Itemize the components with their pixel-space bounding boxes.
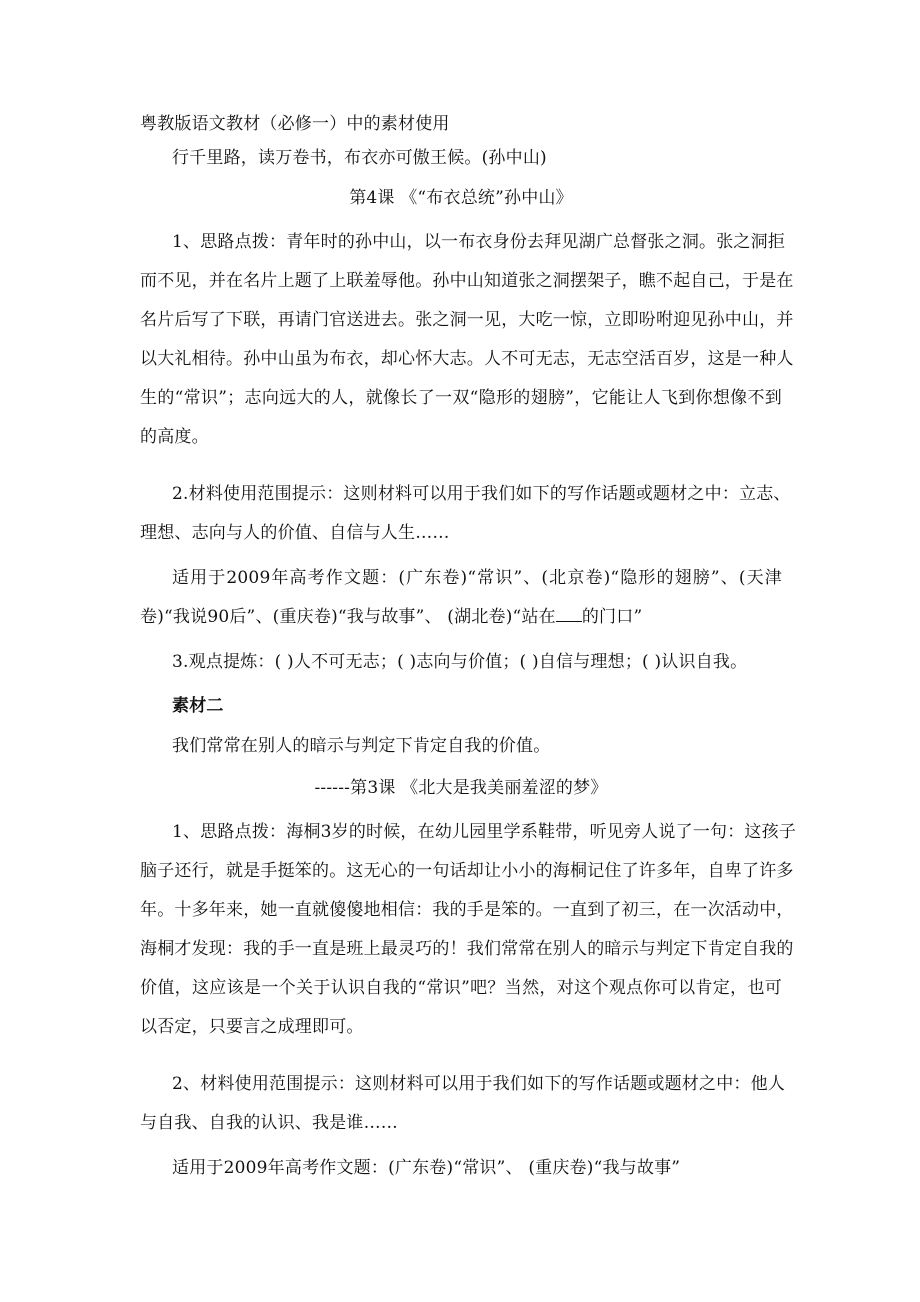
document-title: 粤教版语文教材（必修一）中的素材使用 <box>140 114 450 134</box>
m2-p2-line-1: 2、材料使用范围提示：这则材料可以用于我们如下的写作话题或题材之中：他人 <box>172 1074 786 1094</box>
m2-exam-topics: 适用于2009年高考作文题：(广东卷)“常识”、 (重庆卷)“我与故事” <box>172 1158 681 1178</box>
m1-p1-line-3: 名片后写了下联，再请门官送进去。张之洞一见，大吃一惊，立即吩咐迎见孙中山，并 <box>140 310 794 330</box>
lesson-title-2: ------第3课 《北大是我美丽羞涩的梦》 <box>314 778 608 798</box>
m1-exam-topics-line-2 <box>140 605 790 629</box>
m2-p1-line-1: 1、思路点拨：海桐3岁的时候，在幼儿园里学系鞋带，听见旁人说了一句：这孩子 <box>172 822 797 842</box>
m1-p2-line-2: 理想、志向与人的价值、自信与人生…… <box>140 523 450 543</box>
m1-exam-topics-text-end: 的门口” <box>581 607 643 627</box>
fill-in-blank <box>556 605 582 622</box>
m1-p1-line-4: 以大礼相待。孙中山虽为布衣，却心怀大志。人不可无志，无志空活百岁，这是一种人 <box>140 349 794 369</box>
material-2-quote: 我们常常在别人的暗示与判定下肯定自我的价值。 <box>172 736 551 756</box>
m2-p1-line-5: 价值，这应该是一个关于认识自我的“常识”吧？当然，对这个观点你可以肯定，也可 <box>140 978 782 998</box>
m1-p1-line-6: 的高度。 <box>140 427 209 447</box>
lesson-title-1: 第4课 《“布衣总统”孙中山》 <box>349 188 573 208</box>
m1-p1-line-2: 而不见，并在名片上题了上联羞辱他。孙中山知道张之洞摆架子，瞧不起自己，于是在 <box>140 271 794 291</box>
m2-p1-line-2: 脑子还行，就是手挺笨的。这无心的一句话却让小小的海桐记住了许多年，自卑了许多 <box>140 861 794 881</box>
m1-viewpoints: 3.观点提炼：( )人不可无志；( )志向与价值；( )自信与理想；( )认识自我。 <box>172 652 748 672</box>
m2-p1-line-6: 以否定，只要言之成理即可。 <box>140 1017 364 1037</box>
m1-exam-topics-line-1: 适用于2009年高考作文题：(广东卷)“常识”、(北京卷)“隐形的翅膀”、(天津 <box>172 568 782 588</box>
opening-quote: 行千里路，读万卷书，布衣亦可傲王候。(孙中山) <box>172 148 547 168</box>
m1-p2-line-1: 2.材料使用范围提示：这则材料可以用于我们如下的写作话题或题材之中：立志、 <box>172 484 791 504</box>
m1-p1-line-5: 生的“常识”；志向远大的人，就像长了一双“隐形的翅膀”，它能让人飞到你想像不到 <box>140 388 782 408</box>
m2-p1-line-4: 海桐才发现：我的手一直是班上最灵巧的！我们常常在别人的暗示与判定下肯定自我的 <box>140 939 794 959</box>
m2-p2-line-2: 与自我、自我的认识、我是谁…… <box>140 1113 398 1133</box>
m2-p1-line-3: 年。十多年来，她一直就傻傻地相信：我的手是笨的。一直到了初三，在一次活动中， <box>140 900 794 920</box>
material-2-heading: 素材二 <box>172 696 224 716</box>
m1-exam-topics-text: 卷)“我说90后”、(重庆卷)“我与故事”、 (湖北卷)“站在 <box>140 607 556 627</box>
m1-p1-line-1: 1、思路点拨：青年时的孙中山，以一布衣身份去拜见湖广总督张之洞。张之洞拒 <box>172 232 786 252</box>
